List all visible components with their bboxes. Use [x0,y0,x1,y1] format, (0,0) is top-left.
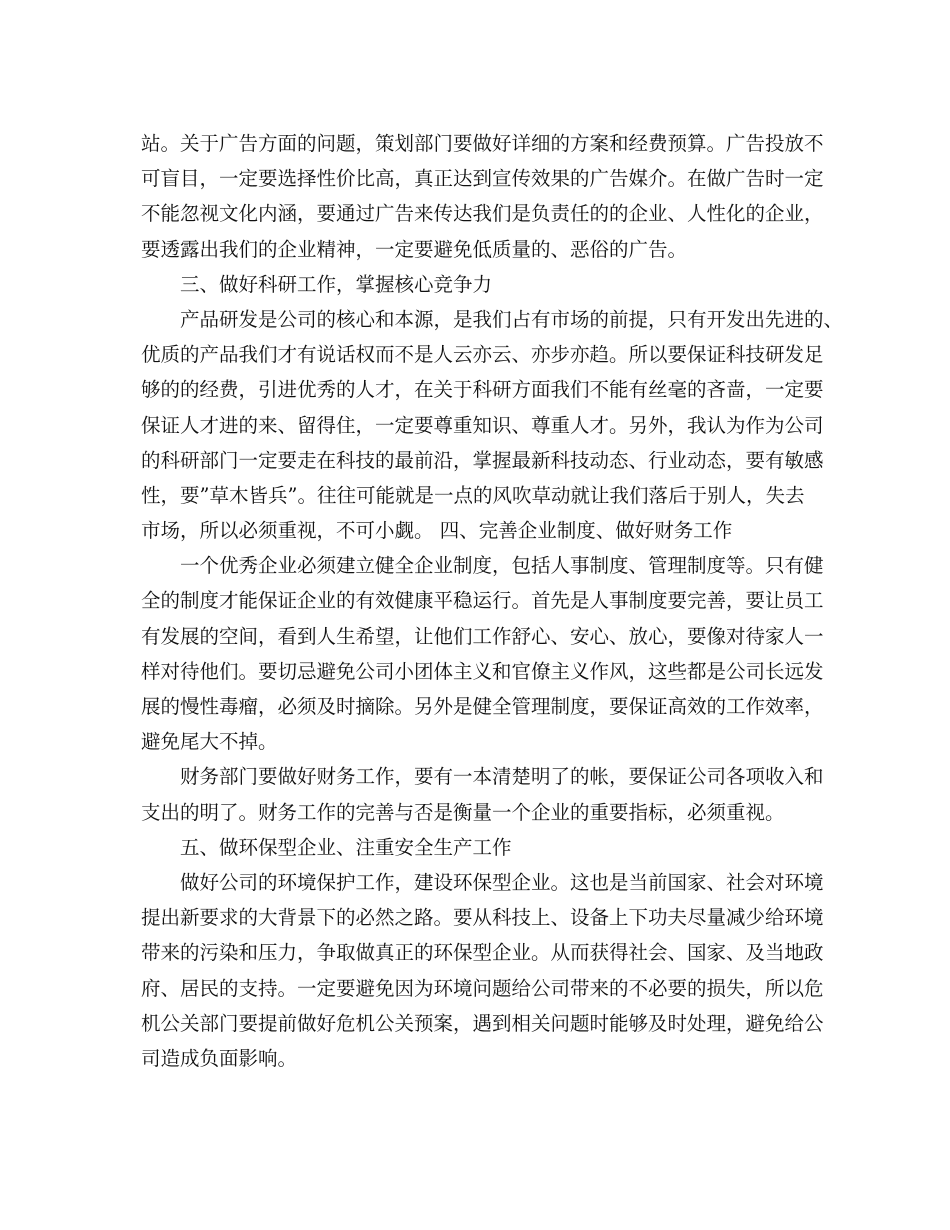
text-line: 可盲目，一定要选择性价比高，真正达到宣传效果的广告媒介。在做广告时一定 [141,167,824,191]
text-line: 优质的产品我们才有说话权而不是人云亦云、亦步亦趋。所以要保证科技研发足 [141,343,824,367]
text-line: 不能忽视文化内涵，要通过广告来传达我们是负责任的的企业、人性化的企业， [141,202,824,226]
text-line: 站。关于广告方面的问题，策划部门要做好详细的方案和经费预算。广告投放不 [141,132,824,155]
text-line: 样对待他们。要切忌避免公司小团体主义和官僚主义作风，这些都是公司长远发 [141,659,824,683]
text-line: 保证人才进的来、留得住，一定要尊重知识、尊重人才。另外，我认为作为公司 [141,413,824,437]
text-line: 展的慢性毒瘤，必须及时摘除。另外是健全管理制度，要保证高效的工作效率， [141,695,824,718]
text-line: 机公关部门要提前做好危机公关预案，遇到相关问题时能够及时处理，避免给公 [141,1011,824,1035]
text-line: 支出的明了。财务工作的完善与否是衡量一个企业的重要指标，必须重视。 [141,800,785,824]
text-line: 做好公司的环境保护工作，建设环保型企业。这也是当前国家、社会对环境 [180,870,824,894]
text-line: 三、做好科研工作，掌握核心竞争力 [180,272,493,296]
text-line: 性，要”草木皆兵”。往往可能就是一点的风吹草动就让我们落后于别人，失去 [141,483,805,507]
text-line: 有发展的空间，看到人生希望，让他们工作舒心、安心、放心，要像对待家人一 [141,624,824,648]
text-line: 的科研部门一定要走在科技的最前沿，掌握最新科技动态、行业动态，要有敏感 [141,448,824,472]
text-line: 一个优秀企业必须建立健全企业制度，包括人事制度、管理制度等。只有健 [180,554,824,578]
text-line: 财务部门要做好财务工作，要有一本清楚明了的帐，要保证公司各项收入和 [180,765,824,789]
text-line: 提出新要求的大背景下的必然之路。要从科技上、设备上下功夫尽量减少给环境 [141,906,824,930]
text-line: 带来的污染和压力，争取做真正的环保型企业。从而获得社会、国家、及当地政 [141,941,824,965]
text-line: 市场，所以必须重视，不可小觑。 四、完善企业制度、做好财务工作 [141,519,733,543]
text-line: 要透露出我们的企业精神，一定要避免低质量的、恶俗的广告。 [141,237,688,261]
text-line: 司造成负面影响。 [141,1046,298,1070]
text-line: 五、做环保型企业、注重安全生产工作 [180,835,512,859]
text-line: 够的的经费，引进优秀的人才，在关于科研方面我们不能有丝毫的吝啬，一定要 [141,378,824,402]
document-body [141,126,844,1076]
text-line: 产品研发是公司的核心和本源，是我们占有市场的前提，只有开发出先进的、 [180,307,844,331]
text-line: 府、居民的支持。一定要避免因为环境问题给公司带来的不必要的损失，所以危 [141,976,824,1000]
text-line: 避免尾大不掉。 [141,730,278,754]
text-line: 全的制度才能保证企业的有效健康平稳运行。首先是人事制度要完善，要让员工 [141,589,824,613]
